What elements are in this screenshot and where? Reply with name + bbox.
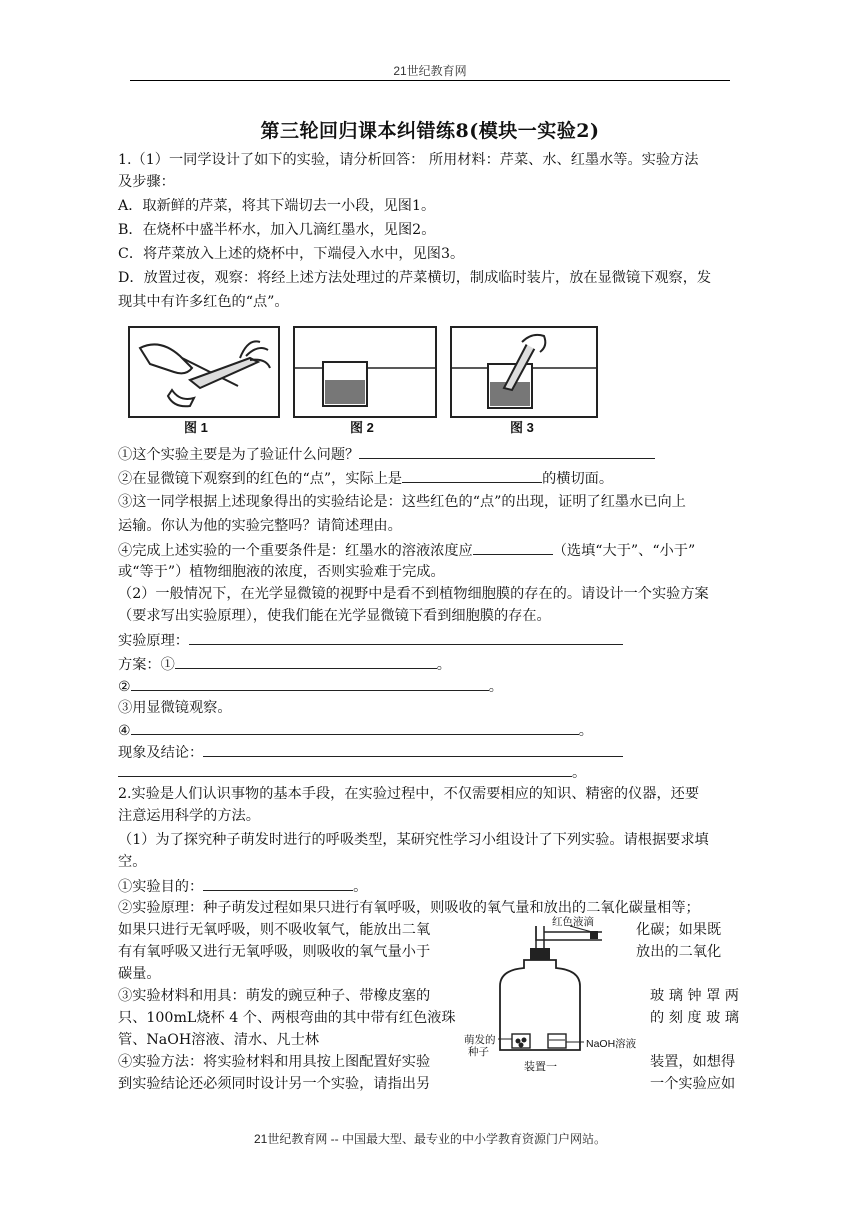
- answer-blank[interactable]: [118, 762, 572, 777]
- answer-blank[interactable]: [175, 654, 437, 669]
- answer-blank[interactable]: [131, 720, 579, 735]
- purpose-label: ①实验目的：: [118, 879, 204, 895]
- q2-method-line2-left: 到实验结论还必须同时设计另一个实验，请指出另: [118, 1076, 431, 1092]
- q2-part1-line1: （1）为了探究种子萌发时进行的呼吸类型，某研究性学习小组设计了下列实验。请根据要求填: [118, 832, 709, 848]
- plan-2-label: ②: [118, 679, 131, 695]
- figure-3-caption: 图 3: [510, 420, 534, 435]
- period: 。: [488, 679, 503, 695]
- answer-blank[interactable]: [131, 676, 489, 691]
- header-rule: [130, 80, 730, 81]
- page-header: 21世纪教育网: [393, 64, 467, 78]
- celery-experiment-figures: [128, 326, 608, 436]
- q2-method-line2-right: 一个实验应如: [650, 1076, 736, 1092]
- q2-materials-line1-right: 玻 璃 钟 罩 两: [650, 988, 739, 1004]
- q2-intro-line1: 2.实验是人们认识事物的基本手段，在实验过程中，不仅需要相应的知识、精密的仪器，还要: [118, 786, 700, 802]
- figure-1-caption: 图 1: [184, 420, 208, 435]
- plan-4-label: ④: [118, 723, 131, 739]
- q2-method-line1-right: 装置，如想得: [650, 1054, 736, 1070]
- q1-subq-2-suffix: 的横切面。: [542, 471, 614, 487]
- q2-principle-line1: ②实验原理：种子萌发过程如果只进行有氧呼吸，则吸收的氧气量和放出的二氧化碳量相等；: [118, 900, 700, 916]
- q2-materials-line2-left: 只、100mL烧杯 4 个、两根弯曲的其中带有红色液珠: [118, 1010, 456, 1026]
- answer-blank[interactable]: [359, 444, 655, 459]
- q2-materials-line1-left: ③实验材料和用具：萌发的豌豆种子、带橡皮塞的: [118, 988, 431, 1004]
- q1-subq-3-line2: 运输。你认为他的实验完整吗？请简述理由。: [118, 518, 402, 534]
- q1-subq-4-choices: （选填“大于”、“小于”: [552, 543, 696, 559]
- q1-intro-line2: 及步骤：: [118, 174, 175, 190]
- principle-line: [118, 630, 623, 651]
- plan-line-2: [118, 676, 503, 697]
- q1-subq-4-line2: 或“等于”）植物细胞液的浓度，否则实验难于完成。: [118, 564, 445, 580]
- q2-principle-line3-right: 放出的二氧化: [636, 944, 722, 960]
- figure-2-caption: 图 2: [350, 420, 374, 435]
- q1-part2-line2: （要求写出实验原理），使我们能在光学显微镜下看到细胞膜的存在。: [118, 608, 551, 624]
- principle-label: 实验原理：: [118, 633, 189, 649]
- figure-2-illustration: [295, 328, 435, 416]
- figure-3-celery-in-beaker: [450, 326, 598, 418]
- period: 。: [578, 723, 593, 739]
- plan-label: 方案：①: [118, 657, 175, 673]
- period: 。: [353, 879, 368, 895]
- answer-blank[interactable]: [189, 630, 623, 645]
- q1-part2-line1: （2）一般情况下，在光学显微镜的视野中是看不到植物细胞膜的存在的。请设计一个实验方案: [118, 586, 709, 602]
- page-title: 第三轮回归课本纠错练8(模块一实验2): [260, 120, 600, 142]
- apparatus-diagram: [462, 912, 637, 1080]
- answer-blank[interactable]: [203, 876, 353, 891]
- phenomenon-label: 现象及结论：: [118, 745, 204, 761]
- q2-part1-line2: 空。: [118, 854, 147, 870]
- q1-step-b: B．在烧杯中盛半杯水，加入几滴红墨水，见图2。: [118, 222, 436, 238]
- q1-step-c: C．将芹菜放入上述的烧杯中，下端侵入水中，见图3。: [118, 246, 465, 262]
- q2-principle-line4: 碳量。: [118, 966, 161, 982]
- q2-materials-line2-right: 的 刻 度 玻 璃: [650, 1010, 739, 1026]
- period: 。: [572, 765, 587, 781]
- red-droplet-label: 红色液滴: [552, 916, 594, 928]
- plan-line-1: [118, 654, 451, 675]
- q1-subq-3-line1: ③这一同学根据上述现象得出的实验结论是：这些红色的“点”的出现，证明了红墨水已向上: [118, 494, 686, 510]
- answer-blank[interactable]: [473, 540, 553, 555]
- seed-label-line2: 种子: [468, 1046, 489, 1058]
- q2-principle-line2-right: 化碳；如果既: [636, 922, 722, 938]
- q1-subq-1-text: ①这个实验主要是为了验证什么问题？: [118, 447, 360, 463]
- device-label: 装置一: [524, 1061, 557, 1073]
- phenomenon-line-2: [118, 762, 586, 783]
- figure-3-illustration: [452, 328, 596, 416]
- q1-subq-4: [118, 540, 695, 561]
- q1-subq-4-text: ④完成上述实验的一个重要条件是：红墨水的溶液浓度应: [118, 543, 473, 559]
- q2-principle-line2-left: 如果只进行无氧呼吸，则不吸收氧气，能放出二氧: [118, 922, 431, 938]
- answer-blank[interactable]: [203, 742, 623, 757]
- q1-subq-2-text: ②在显微镜下观察到的红色的“点”，实际上是: [118, 471, 403, 487]
- figure-2-beaker: [293, 326, 437, 418]
- q2-method-line1-left: ④实验方法：将实验材料和用具按上图配置好实验: [118, 1054, 431, 1070]
- q1-step-d-line2: 现其中有许多红色的“点”。: [118, 294, 289, 310]
- plan-line-3: ③用显微镜观察。: [118, 700, 232, 716]
- q1-intro-line1: 1.（1）一同学设计了如下的实验，请分析回答： 所用材料：芹菜、水、红墨水等。实验方法: [118, 152, 699, 168]
- period: 。: [436, 657, 451, 673]
- seed-label-line1: 萌发的: [464, 1034, 496, 1046]
- page-footer: 21世纪教育网 -- 中国最大型、最专业的中小学教育资源门户网站。: [253, 1132, 606, 1146]
- phenomenon-line: [118, 742, 623, 763]
- q2-principle-line3-left: 有有氧呼吸又进行无氧呼吸，则吸收的氧气量小于: [118, 944, 431, 960]
- q1-step-d-line1: D．放置过夜，观察：将经上述方法处理过的芹菜横切，制成临时装片，放在显微镜下观察，发: [118, 270, 712, 286]
- q1-subq-1: [118, 444, 655, 465]
- naoh-label: NaOH溶液: [586, 1038, 637, 1050]
- q2-materials-line3: 管、NaOH溶液、清水、凡士林: [118, 1032, 319, 1048]
- plan-line-4: [118, 720, 593, 741]
- q2-intro-line2: 注意运用科学的方法。: [118, 808, 260, 824]
- figure-1-cutting-celery: [128, 326, 280, 418]
- answer-blank[interactable]: [402, 468, 542, 483]
- q1-subq-2: [118, 468, 613, 489]
- figure-1-illustration: [130, 328, 278, 416]
- q2-purpose: [118, 876, 367, 897]
- q1-step-a: A．取新鲜的芹菜，将其下端切去一小段，见图1。: [118, 198, 436, 214]
